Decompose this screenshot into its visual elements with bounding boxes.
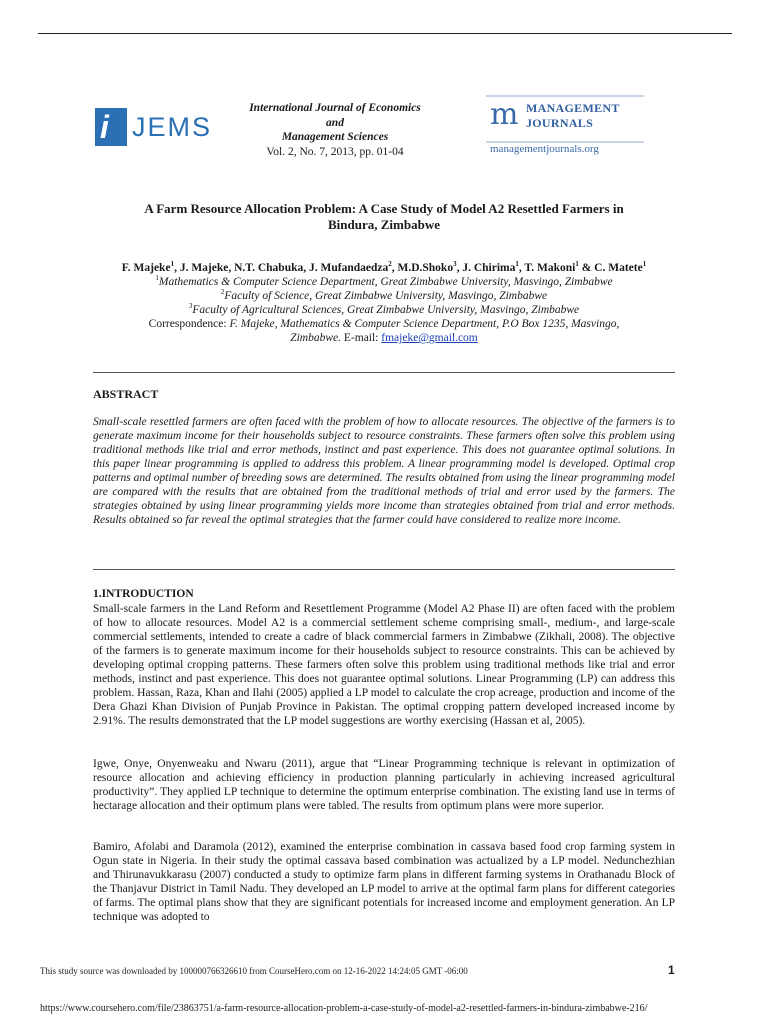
mj-logo-url[interactable]: managementjournals.org — [490, 143, 599, 155]
author-affiliation-mark: 1 — [575, 260, 579, 269]
ijems-logo-text: JEMS — [132, 112, 213, 142]
journal-info — [225, 101, 445, 159]
affiliation-line: $^1$Mathematics & Computer Science Department, Great Zimbabwe University, Masvingo, Zimbabwe — [155, 274, 613, 288]
intro-paragraph-1: Small-scale farmers in the Land Reform and Resettlement Programme (Model A2 Phase II) are often faced with the problem of how to allocate resources. Model A2 is a commercial settlement scheme comprising small-, medium-, and large-scale commercial settlements, intended to create a cadre of black commercial farmers in Zimbabwe (Zikhali, 2008). The objective of the farmers is to generate maximum income for their households subject to resource constraints. This can be achieved by developing optimal cropping patterns. These farmers often solve this problem using traditional methods like trial and error methods, instinct and past experience. This does not guarantee optimal solutions. Linear Programming (LP) can address this problem. Hassan, Raza, Khan and Ilahi (2005) applied a LP model to calculate the crop acreage, production and income of the Dera Ghazi Khan Division of Punjab Province in Pakistan. The optimal cropping pattern developed increased income by 2.91%. The results demonstrated that the LP model suggestions are worthy exercising (Hassan et al, 2005). — [93, 603, 675, 727]
author-affiliation-mark: 2 — [388, 260, 392, 269]
author-name: M.D.Shoko — [397, 262, 454, 274]
affiliation-line: $^3$Faculty of Agricultural Sciences, Great Zimbabwe University, Masvingo, Zimbabwe — [188, 302, 580, 316]
mj-logo-mark: m — [490, 97, 519, 132]
top-rule — [38, 33, 732, 34]
page-number: 1 — [668, 963, 675, 977]
ijems-logo — [95, 108, 213, 148]
journal-volume: Vol. 2, No. 7, 2013, pp. 01-04 — [266, 145, 404, 158]
affiliation-line: $^2$Faculty of Science, Great Zimbabwe University, Masvingo, Zimbabwe — [220, 288, 548, 302]
author-affiliation-mark: 1 — [515, 260, 519, 269]
ijems-logo-mark: i — [95, 108, 127, 146]
author-name: C. Matete — [594, 262, 643, 274]
author-name: F. Majeke — [121, 262, 171, 274]
author-list: F. Majeke$^1$, J. Majeke, N.T. Chabuka, J. Mufandaedza$^2$, M.D.Shoko$^3$, J. Chirima$^1$, T. Makoni$^1$ & C. Matete$^1$ — [121, 260, 647, 274]
author-affiliation-mark: 1 — [642, 260, 647, 269]
correspondence-line: Correspondence: F. Majeke, Mathematics & Computer Science Department, P.O Box 1235, Masvingo, — [148, 318, 620, 330]
affiliations — [76, 275, 692, 345]
mj-logo-name: MANAGEMENT JOURNALS — [526, 101, 620, 130]
author-affiliation-mark: 3 — [453, 260, 457, 269]
abstract-heading: ABSTRACT — [93, 387, 159, 401]
abstract-text: Small-scale resettled farmers are often faced with the problem of how to allocate resources. The objective of the farmers is to generate maximum income for their households subject to resource constraints. These farmers often solve this problem using traditional methods like trial and error methods, instinct and past experience. This does not guarantee optimal solutions. In this paper linear programming is applied to address this problem. A linear programming model is developed. Optimal crop patterns and optimal number of breeding sows are determined. The results obtained from using the linear programming model are compared with the results that are obtained from the traditional methods of trial and error used by the farmers. The strategies obtained by using linear programming yields more income than strategies obtained from trial and error methods. Results obtained so far reveal the optimal strategies that the farmer could have considered to realize more income. — [93, 416, 675, 526]
abstract-bottom-rule — [93, 569, 675, 570]
paper-title: A Farm Resource Allocation Problem: A Case Study of Model A2 Resettled Farmers in Bindura, Zimbabwe — [144, 201, 624, 232]
journal-name-line2: and — [326, 116, 344, 129]
author-name: T. Makoni — [524, 262, 576, 274]
journal-name-line1: International Journal of Economics — [249, 102, 421, 114]
author-name: J. Majeke, N.T. Chabuka, J. Mufandaedza — [179, 262, 389, 274]
author-name: J. Chirima — [462, 262, 516, 274]
management-journals-logo — [486, 95, 646, 161]
source-url[interactable]: https://www.coursehero.com/file/23863751/a-farm-resource-allocation-problem-a-case-study-of-model-a2-resettled-farmers-in-bindura-zimbabwe-216/ — [40, 1003, 648, 1014]
intro-paragraph-3: Bamiro, Afolabi and Daramola (2012), examined the enterprise combination in cassava based food crop farming system in Ogun state in Nigeria. In their study the optimal cassava based combination was actualized by a LP model. Nedunchezhian and Thirunavukkarasu (2007) conducted a study to optimize farm plans in different farming systems in Orathanadu Block of the Thanjavur District in Tamil Nadu. They developed an LP model to arrive at the optimal farm plans for different categories of farms. The optimal plans show that they are significant potentials for increased income and employment generation. An LP technique was adopted to — [93, 841, 675, 923]
journal-name-line3: Management Sciences — [281, 131, 389, 143]
abstract-top-rule — [93, 372, 675, 373]
email-link[interactable]: fmajeke@gmail.com — [381, 332, 478, 344]
correspondence-line-2: Zimbabwe. E-mail: fmajeke@gmail.com — [290, 332, 478, 344]
intro-paragraph-2: Igwe, Onye, Onyenweaku and Nwaru (2011), argue that “Linear Programming technique is relevant in optimization of resource allocation and achieving efficiency in production planning particularly in achieving increased agricultural productivity”. They applied LP technique to determine the optimum enterprise combination. The existing land use in terms of hectarage allocation and their optimum plans were tabled. The results from optimum plans were more superior. — [93, 758, 675, 812]
download-source-note: This study source was downloaded by 100000766326610 from CourseHero.com on 12-16-2022 14:24:05 GMT -06:00 — [40, 966, 468, 976]
author-affiliation-mark: 1 — [170, 260, 175, 269]
introduction-heading: 1.INTRODUCTION — [93, 588, 194, 600]
